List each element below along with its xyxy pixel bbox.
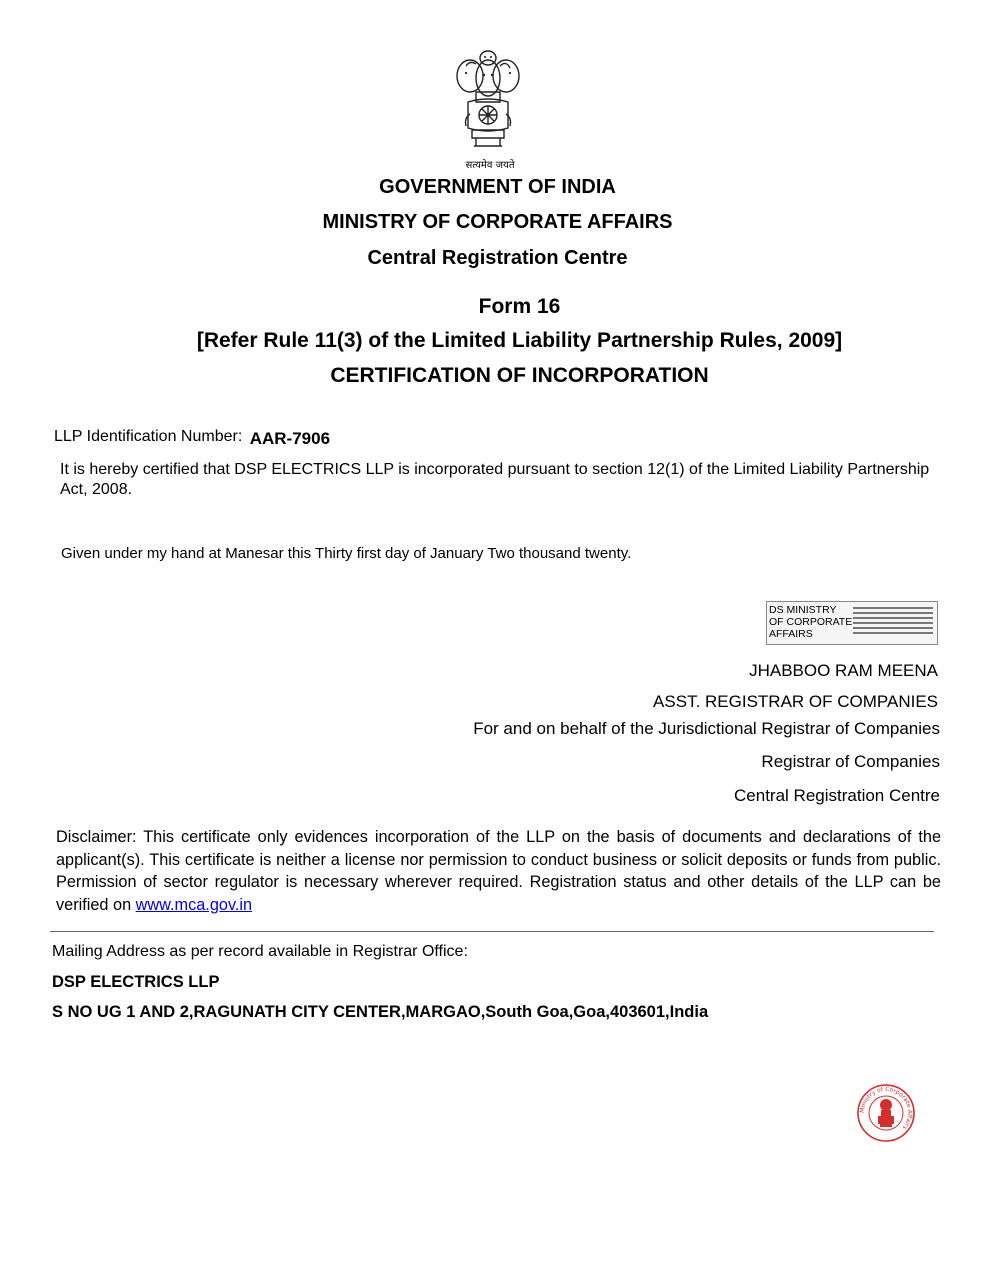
ds-line-1: DS MINISTRY [769,604,837,616]
mca-website-link[interactable]: www.mca.gov.in [135,895,253,914]
llp-id-label: LLP Identification Number: [54,428,243,445]
signatory-name: JHABBOO RAM MEENA [749,661,938,680]
disclaimer-text: Disclaimer: This certificate only evidences incorporation of the LLP on the basis of documents and declarations of the applicant(s). This certificate is neither a license nor permission to conduct business or solicit deposits or funds from public. Permission of sector regulator is necessary wherever required. Registration status and other details of the LLP can be verified on [56,828,941,914]
header-centre: Central Registration Centre [367,247,628,269]
signatory-centre: Central Registration Centre [734,786,940,805]
mailing-address: S NO UG 1 AND 2,RAGUNATH CITY CENTER,MARGAO,South Goa,Goa,403601,India [52,1003,709,1021]
llp-id-value: AAR-7906 [249,429,331,448]
header-government: GOVERNMENT OF INDIA [379,176,616,198]
signature-fine-print [853,607,933,637]
signatory-title: ASST. REGISTRAR OF COMPANIES [653,692,938,711]
signatory-office: Registrar of Companies [761,752,940,771]
form-rule-reference: [Refer Rule 11(3) of the Limited Liability Partnership Rules, 2009] [196,329,843,352]
signatory-behalf: For and on behalf of the Jurisdictional Registrar of Companies [473,719,940,738]
svg-text:Ministry of Corporate Affairs: Ministry of Corporate Affairs [858,1085,914,1131]
mca-seal-icon [856,1083,916,1143]
mailing-address-label: Mailing Address as per record available in Registrar Office: [52,943,468,960]
digital-signature-label [769,604,852,640]
form-title: Form 16 [478,295,561,318]
llp-id-row [54,426,330,446]
emblem-motto: सत्यमेव जयते [465,160,515,171]
certificate-heading: CERTIFICATION OF INCORPORATION [330,364,709,387]
divider [50,931,934,932]
national-emblem-icon [448,48,528,160]
disclaimer [56,826,941,916]
certification-text: It is hereby certified that DSP ELECTRICS LLP is incorporated pursuant to section 12(1) of the Limited Liability Partnership Act, 2008. [60,461,930,498]
digital-signature-box [766,601,938,645]
given-under-hand-text: Given under my hand at Manesar this Thirty first day of January Two thousand twenty. [61,545,632,562]
header-ministry: MINISTRY OF CORPORATE AFFAIRS [322,211,673,233]
ds-line-3: AFFAIRS [769,628,813,640]
mailing-llp-name: DSP ELECTRICS LLP [52,973,220,991]
ds-line-2: OF CORPORATE [769,616,853,628]
